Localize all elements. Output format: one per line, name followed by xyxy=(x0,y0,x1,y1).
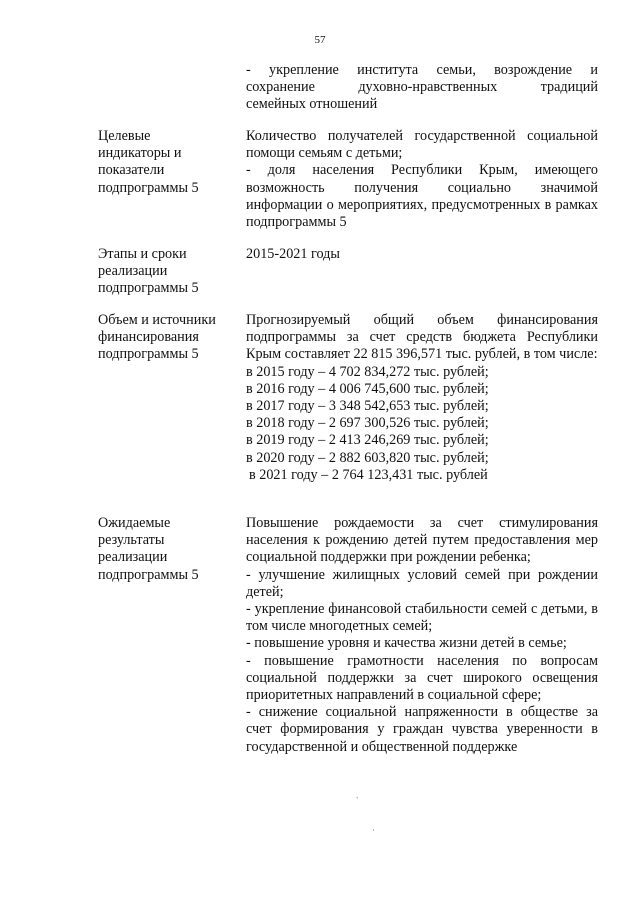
paragraph: 2015-2021 годы xyxy=(246,246,340,262)
label-line: индикаторы и xyxy=(98,145,182,162)
paragraph: Повышение рождаемости за счет стимулирования населения к рождению детей путем предоставления мер социальной поддержки при рождении ребенка; xyxy=(246,515,598,566)
year-line: в 2015 году – 4 702 834,272 тыс. рублей; xyxy=(246,363,489,380)
paragraph: Количество получателей государственной социальной помощи семьям с детьми; xyxy=(246,128,598,162)
top-line-1: - укрепление института семьи, возрождение и xyxy=(246,62,598,78)
label-line: Целевые xyxy=(98,128,151,144)
year-line: в 2019 году – 2 413 246,269 тыс. рублей; xyxy=(246,432,489,449)
section-label-financing xyxy=(98,312,233,364)
label-line: подпрограммы 5 xyxy=(98,280,199,297)
label-line: показатели xyxy=(98,162,165,179)
scan-speck: ` xyxy=(356,796,359,805)
section-label-stages xyxy=(98,246,233,298)
label-line: Объем и источники xyxy=(98,312,216,328)
paragraph: - повышение грамотности населения по вопросам социальной поддержки за счет широкого освещения приоритетных направлений в социальной сфере; xyxy=(246,652,598,704)
top-line-3: семейных отношений xyxy=(246,96,378,113)
section-label-results xyxy=(98,515,233,584)
paragraph: - укрепление финансовой стабильности семей с детьми, в том числе многодетных семей; xyxy=(246,601,598,635)
year-line: в 2016 году – 4 006 745,600 тыс. рублей; xyxy=(246,380,489,397)
paragraph: - снижение социальной напряженности в обществе за счет формирования у граждан чувства уверенности в государственной и общественной поддержке xyxy=(246,704,598,755)
label-line: результаты xyxy=(98,532,165,549)
section-content-stages xyxy=(246,246,598,263)
label-line: подпрограммы 5 xyxy=(98,566,199,583)
label-line: подпрограммы 5 xyxy=(98,346,199,363)
label-line: реализации xyxy=(98,549,168,566)
paragraph: - повышение уровня и качества жизни детей в семье; xyxy=(246,635,567,652)
top-line-2: сохранение духовно-нравственных традиций xyxy=(246,79,598,96)
year-line: в 2020 году – 2 882 603,820 тыс. рублей; xyxy=(246,449,489,466)
label-line: подпрограммы 5 xyxy=(98,179,199,196)
top-continuation-block xyxy=(246,62,598,114)
paragraph: - доля населения Республики Крым, имеющего возможность получения социально значимой информации о мероприятиях, предусмотренных в рамках подпрограммы 5 xyxy=(246,162,598,231)
section-content-financing xyxy=(246,312,598,484)
paragraph: Прогнозируемый общий объем финансирования подпрограммы за счет средств бюджета Республики Крым составляет 22 815 396,571 тыс. рублей, в том числе: xyxy=(246,312,598,363)
label-line: Ожидаемые xyxy=(98,515,171,531)
year-line: в 2021 году – 2 764 123,431 тыс. рублей xyxy=(249,466,488,483)
scan-speck: · xyxy=(372,826,375,835)
label-line: реализации xyxy=(98,263,168,280)
paragraph: - улучшение жилищных условий семей при рождении детей; xyxy=(246,566,598,600)
page-number: 57 xyxy=(314,34,326,46)
section-content-targets xyxy=(246,128,598,231)
section-label-targets xyxy=(98,128,233,197)
label-line: Этапы и сроки xyxy=(98,246,187,262)
year-line: в 2017 году – 3 348 542,653 тыс. рублей; xyxy=(246,398,489,415)
year-line: в 2018 году – 2 697 300,526 тыс. рублей; xyxy=(246,415,489,432)
label-line: финансирования xyxy=(98,329,199,346)
section-content-results xyxy=(246,515,598,756)
